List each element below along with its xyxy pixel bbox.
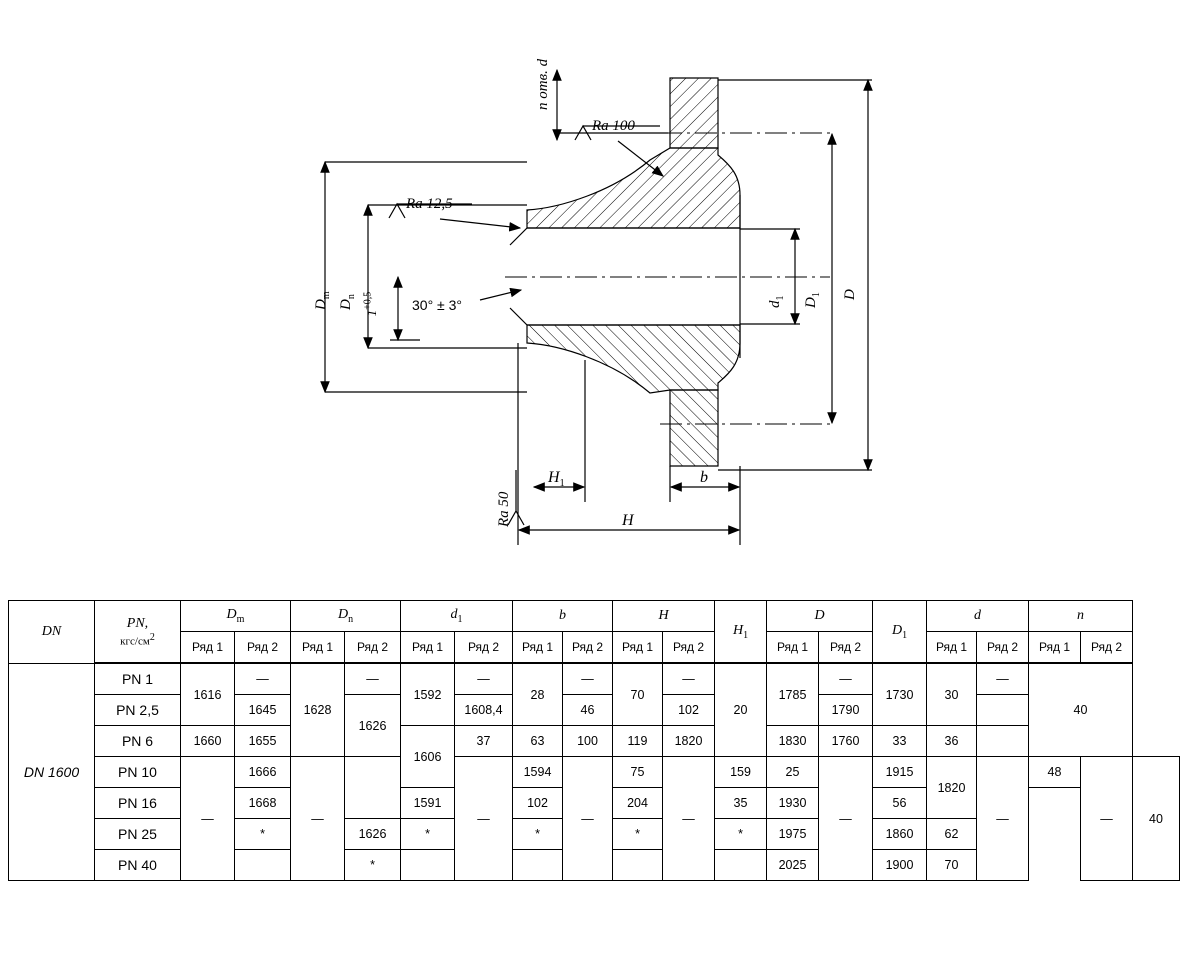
cell-D1: 1785 xyxy=(767,663,819,726)
label-ra-12-5: Ra 12,5 xyxy=(406,196,453,212)
cell-b2: 102 xyxy=(513,788,563,819)
cell-H1col: 70 xyxy=(613,663,663,726)
label-angle: 30° ± 3° xyxy=(412,297,463,313)
cell-D1: 1820 xyxy=(663,726,715,757)
label-b: b xyxy=(700,469,708,486)
cell-Dn2: — xyxy=(345,663,401,695)
header-n: n xyxy=(1029,601,1133,632)
cell-Dm2: 1666 xyxy=(235,757,291,788)
table-body xyxy=(9,663,1180,881)
cell-d2col: — xyxy=(977,663,1029,695)
cell-d12: — xyxy=(455,663,513,695)
header-row2-Dn: Ряд 2 xyxy=(345,632,401,664)
cell-Dm2: 1645 xyxy=(235,695,291,726)
cell-D1col: 1860 xyxy=(873,819,927,850)
cell-Dm1: 1660 xyxy=(181,726,235,757)
header-row1-H: Ряд 1 xyxy=(613,632,663,664)
cell-d12 xyxy=(401,850,455,881)
cell-D2: 2025 xyxy=(767,850,819,881)
cell-H2col: 102 xyxy=(663,695,715,726)
header-Dm: $D_m$ xyxy=(181,601,291,632)
label-chamfer: 1 xyxy=(364,309,379,317)
cell-b1: — xyxy=(563,757,613,881)
cell-D1col: 1820 xyxy=(927,757,977,819)
cell-H2col: 159 xyxy=(715,757,767,788)
cell-d11: — xyxy=(455,757,513,881)
cell-pn: PN 10 xyxy=(95,757,181,788)
cell-Dm2: — xyxy=(235,663,291,695)
cell-Hsub1: 25 xyxy=(767,757,819,788)
cell-Dn1: — xyxy=(291,757,345,881)
header-d1: $d_1$ xyxy=(401,601,513,632)
cell-d12: 1591 xyxy=(401,788,455,819)
label-Dm: D xyxy=(313,299,329,310)
cell-Dn1: 1628 xyxy=(291,663,345,757)
cell-b2: 75 xyxy=(613,757,663,788)
cell-d1col: 33 xyxy=(873,726,927,757)
cell-pn: PN 40 xyxy=(95,850,181,881)
header-row2-d: Ряд 2 xyxy=(977,632,1029,664)
cell-d12: * xyxy=(401,819,455,850)
header-row2-D: Ряд 2 xyxy=(819,632,873,664)
header-Dn: $D_n$ xyxy=(291,601,401,632)
cell-Dm2: 1668 xyxy=(235,788,291,819)
cell-d2col: 62 xyxy=(927,819,977,850)
label-Dm-sub: m xyxy=(321,291,332,300)
cell-b2 xyxy=(513,850,563,881)
header-row1-Dm: Ряд 1 xyxy=(181,632,235,664)
cell-Dn2 xyxy=(345,757,401,819)
label-ra-100: Ra 100 xyxy=(592,118,635,134)
cell-b1: 28 xyxy=(513,663,563,726)
header-row1-d: Ряд 1 xyxy=(927,632,977,664)
label-H1: H xyxy=(548,469,560,486)
cell-H2col: 204 xyxy=(613,788,663,819)
cell-Hsub1: * xyxy=(715,819,767,850)
header-D: D xyxy=(767,601,873,632)
label-D: D xyxy=(842,289,858,300)
cell-D2: 1930 xyxy=(767,788,819,819)
cell-pn: PN 1 xyxy=(95,663,181,695)
label-Dn: D xyxy=(338,299,354,310)
cell-n1: — xyxy=(1081,757,1133,881)
table-row xyxy=(9,663,1180,695)
cell-d2col xyxy=(977,695,1029,726)
header-row2-d1: Ряд 2 xyxy=(455,632,513,664)
cell-n: 40 xyxy=(1029,663,1133,757)
label-n-otv-d: n отв. d xyxy=(535,58,551,110)
cell-d12: 1608,4 xyxy=(455,695,513,726)
cell-d12: 1594 xyxy=(513,757,563,788)
cell-Hsub1 xyxy=(715,850,767,881)
cell-H1col: — xyxy=(663,757,715,881)
cell-Dm2: 1655 xyxy=(235,726,291,757)
cell-d2col: 48 xyxy=(1029,757,1081,788)
cell-D1col: 1760 xyxy=(819,726,873,757)
cell-d2col: 56 xyxy=(873,788,927,819)
table-row xyxy=(9,757,1180,788)
cell-Dn2: * xyxy=(345,850,401,881)
cell-D2: 1830 xyxy=(767,726,819,757)
label-D1: D xyxy=(803,297,819,308)
header-d: d xyxy=(927,601,1029,632)
cell-d1col: 30 xyxy=(927,663,977,726)
header-D1: $D_1$ xyxy=(873,601,927,664)
cell-pn: PN 6 xyxy=(95,726,181,757)
cell-Dn2: 1626 xyxy=(345,695,401,757)
cell-D2: — xyxy=(819,663,873,695)
cell-D1: — xyxy=(819,757,873,881)
cell-Dm1: — xyxy=(181,757,235,881)
cell-pn: PN 2,5 xyxy=(95,695,181,726)
cell-D2: 1790 xyxy=(819,695,873,726)
cell-Dm1: 1616 xyxy=(181,663,235,726)
cell-H2col xyxy=(613,850,663,881)
header-dn: DN xyxy=(9,601,95,664)
header-row2-Dm: Ряд 2 xyxy=(235,632,291,664)
label-Dn-sub: n xyxy=(346,294,357,300)
cell-Dm2 xyxy=(235,850,291,881)
table-head xyxy=(9,601,1180,664)
header-H1: $H_1$ xyxy=(715,601,767,664)
cell-pn: PN 25 xyxy=(95,819,181,850)
cell-H2col: — xyxy=(663,663,715,695)
cell-d1col: — xyxy=(977,757,1029,881)
cell-pn: PN 16 xyxy=(95,788,181,819)
header-row1-D: Ряд 1 xyxy=(767,632,819,664)
cell-b2: 63 xyxy=(513,726,563,757)
header-row1-Dn: Ряд 1 xyxy=(291,632,345,664)
header-row2-b: Ряд 2 xyxy=(563,632,613,664)
header-row1-b: Ряд 1 xyxy=(513,632,563,664)
spec-table-wrapper xyxy=(8,600,1180,881)
cell-d11: 1592 xyxy=(401,663,455,726)
header-b: b xyxy=(513,601,613,632)
cell-D1col: 1900 xyxy=(873,850,927,881)
cell-b2: * xyxy=(513,819,563,850)
label-d1: d xyxy=(767,300,783,308)
label-chamfer-tolerance: +0,5 xyxy=(362,291,374,310)
cell-Hsub1: 35 xyxy=(715,788,767,819)
label-H: H xyxy=(622,512,634,529)
cell-b2: 46 xyxy=(563,695,613,726)
header-pn: PN, кгс/см2 xyxy=(95,601,181,664)
header-row1-n: Ряд 1 xyxy=(1029,632,1081,664)
cell-d2col: 36 xyxy=(927,726,977,757)
cell-n2: 40 xyxy=(1133,757,1180,881)
cell-d12: 1606 xyxy=(401,726,455,788)
cell-H2col: 119 xyxy=(613,726,663,757)
cell-H2col: * xyxy=(613,819,663,850)
cell-dn-value: DN 1600 xyxy=(9,663,95,881)
cell-D2: 1975 xyxy=(767,819,819,850)
table-header-row-1 xyxy=(9,601,1180,632)
label-D1-sub: 1 xyxy=(811,292,822,298)
cell-H1col: 100 xyxy=(563,726,613,757)
cell-Hsub1: 20 xyxy=(715,663,767,757)
header-row1-d1: Ряд 1 xyxy=(401,632,455,664)
cell-Dn2: 1626 xyxy=(345,819,401,850)
label-H1-sub: 1 xyxy=(559,478,565,490)
header-row2-H: Ряд 2 xyxy=(663,632,715,664)
header-row2-n: Ряд 2 xyxy=(1081,632,1133,664)
header-H: H xyxy=(613,601,715,632)
label-ra-50: Ra 50 xyxy=(496,491,512,527)
cell-Dm2: * xyxy=(235,819,291,850)
label-d1-sub: 1 xyxy=(775,295,786,301)
table-header-row-2 xyxy=(9,632,1180,664)
table-row xyxy=(9,726,1180,757)
cell-D2: 1915 xyxy=(873,757,927,788)
flange-spec-table xyxy=(8,600,1180,881)
cell-b1: 37 xyxy=(455,726,513,757)
cell-b2: — xyxy=(563,663,613,695)
cell-d2col: 70 xyxy=(927,850,977,881)
cell-D1col: 1730 xyxy=(873,663,927,726)
